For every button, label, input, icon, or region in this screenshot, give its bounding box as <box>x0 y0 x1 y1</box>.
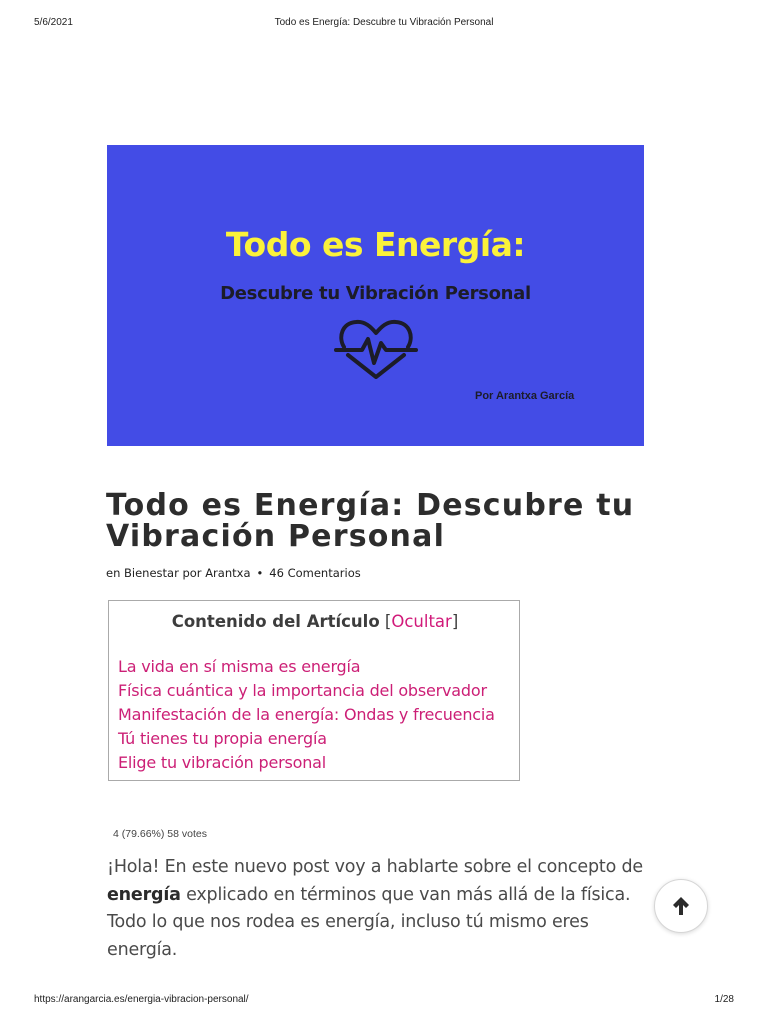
hero-subtitle: Descubre tu Vibración Personal <box>220 283 531 304</box>
toc-item-vida[interactable]: La vida en sí misma es energía <box>118 657 361 676</box>
print-header <box>0 17 768 31</box>
hero-banner <box>107 145 644 446</box>
toc-item-manifestacion[interactable]: Manifestación de la energía: Ondas y frecuencia <box>118 705 495 724</box>
toc-bracket-open: [ <box>384 612 392 631</box>
meta-separator: • <box>256 566 264 580</box>
intro-text-2: explicado en términos que van más allá de la física. Todo lo que nos rodea es energía, incluso tú mismo eres energía. <box>107 884 631 960</box>
intro-paragraph <box>107 854 652 964</box>
toc-toggle-link[interactable]: Ocultar <box>391 612 452 631</box>
hero-author: Por Arantxa García <box>475 390 575 402</box>
article-title: Todo es Energía: Descubre tu Vibración Personal <box>106 488 635 554</box>
toc-title: Contenido del Artículo <box>171 612 380 631</box>
article-meta <box>106 566 361 580</box>
print-title: Todo es Energía: Descubre tu Vibración Personal <box>274 17 494 28</box>
toc-item-propia-energia[interactable]: Tú tienes tu propia energía <box>118 729 327 748</box>
arrow-up-icon <box>671 895 691 917</box>
toc-item-vibracion-personal[interactable]: Elige tu vibración personal <box>118 753 326 772</box>
toc-bracket-close: ] <box>451 612 459 631</box>
print-page-number: 1/28 <box>714 994 734 1005</box>
toc-list <box>118 655 495 775</box>
toc-header <box>109 612 521 631</box>
meta-category[interactable]: en Bienestar por Arantxa <box>106 566 251 580</box>
toc-item-fisica-cuantica[interactable]: Física cuántica y la importancia del observador <box>118 681 487 700</box>
hero-title: Todo es Energía: <box>225 225 526 264</box>
print-url: https://arangarcia.es/energia-vibracion-personal/ <box>34 994 249 1005</box>
rating-summary: 4 (79.66%) 58 votes <box>113 828 207 840</box>
table-of-contents <box>108 600 520 781</box>
print-date: 5/6/2021 <box>34 17 73 28</box>
intro-text-1: ¡Hola! En este nuevo post voy a hablarte sobre el concepto de <box>107 857 643 877</box>
print-footer <box>0 994 768 1008</box>
heartbeat-icon <box>334 317 418 381</box>
scroll-to-top-button[interactable] <box>654 879 708 933</box>
intro-bold-energia: energía <box>107 884 181 905</box>
meta-comments-link[interactable]: 46 Comentarios <box>269 566 361 580</box>
